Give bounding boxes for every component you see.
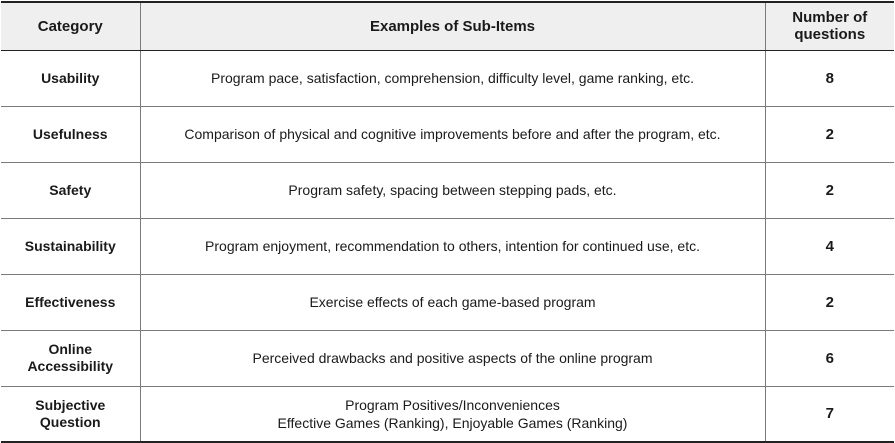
table-row — [1, 330, 894, 386]
examples-cell — [140, 386, 765, 442]
header-row — [1, 2, 894, 50]
count-cell: 7 — [765, 386, 894, 442]
count-cell: 2 — [765, 162, 894, 218]
header-examples: Examples of Sub-Items — [140, 2, 765, 50]
table-row — [1, 386, 894, 442]
header-number-of-questions: Number of questions — [765, 2, 894, 50]
examples-cell: Exercise effects of each game-based program — [140, 274, 765, 330]
survey-items-table — [1, 1, 894, 443]
examples-cell: Program pace, satisfaction, comprehension, difficulty level, game ranking, etc. — [140, 50, 765, 106]
header-category: Category — [1, 2, 140, 50]
category-cell: Safety — [1, 162, 140, 218]
table-row — [1, 106, 894, 162]
count-cell: 8 — [765, 50, 894, 106]
table-row — [1, 162, 894, 218]
category-cell: Sustainability — [1, 218, 140, 274]
category-cell: Effectiveness — [1, 274, 140, 330]
count-cell: 2 — [765, 106, 894, 162]
category-cell: Subjective Question — [1, 386, 140, 442]
category-cell: Usefulness — [1, 106, 140, 162]
count-cell: 2 — [765, 274, 894, 330]
table-row — [1, 50, 894, 106]
table-header — [1, 2, 894, 50]
table-row — [1, 218, 894, 274]
table-body — [1, 50, 894, 442]
count-cell: 4 — [765, 218, 894, 274]
examples-line: Effective Games (Ranking), Enjoyable Games (Ranking) — [277, 414, 628, 431]
table-row — [1, 274, 894, 330]
category-cell: Usability — [1, 50, 140, 106]
examples-cell: Perceived drawbacks and positive aspects of the online program — [140, 330, 765, 386]
examples-cell: Program safety, spacing between stepping pads, etc. — [140, 162, 765, 218]
count-cell: 6 — [765, 330, 894, 386]
category-cell: Online Accessibility — [1, 330, 140, 386]
examples-cell: Program enjoyment, recommendation to others, intention for continued use, etc. — [140, 218, 765, 274]
examples-line: Program Positives/Inconveniences — [345, 396, 560, 413]
examples-cell: Comparison of physical and cognitive improvements before and after the program, etc. — [140, 106, 765, 162]
